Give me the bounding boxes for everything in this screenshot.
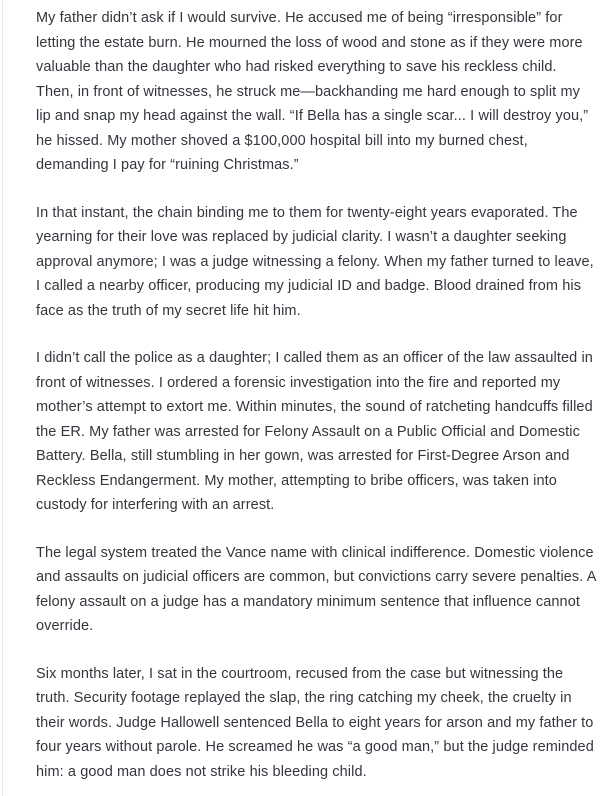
story-paragraph-4: The legal system treated the Vance name with clinical indifference. Domestic violence and assaults on judicial officers are common, but convictions carry severe penalties. A felony assault on a judge has a mandatory minimum sentence that influence cannot override.: [36, 544, 596, 634]
story-paragraph-5: Six months later, I sat in the courtroom, recused from the case but witnessing the truth. Security footage replayed the slap, the ring catching my cheek, the cruelty in their words. Judge Hallowell sentenced Bella to eight years for arson and my father to four years without parole. He screamed he was “a good man,” but the judge reminded him: a good man does not strike his bleeding child.: [36, 665, 594, 780]
story-paragraph-3: I didn’t call the police as a daughter; I called them as an officer of the law assaulted in front of witnesses. I ordered a forensic investigation into the fire and reported my mother’s attempt to extort me. Within minutes, the sound of ratcheting handcuffs filled the ER. My father was arrested for Felony Assault on a Public Official and Domestic Battery. Bella, still stumbling in her gown, was arrested for First-Degree Arson and Reckless Endangerment. My mother, attempting to bribe officers, was taken into custody for interfering with an arrest.: [36, 350, 593, 513]
story-paragraph-2: In that instant, the chain binding me to them for twenty-eight years evaporated. The yearning for their love was replaced by judicial clarity. I wasn’t a daughter seeking approval anymore; I was a judge witnessing a felony. When my father turned to leave, I called a nearby officer, producing my judicial ID and badge. Blood drained from his face as the truth of my secret life hit him.: [36, 204, 594, 319]
story-paragraph-1: My father didn’t ask if I would survive. He accused me of being “irresponsible” for letting the estate burn. He mourned the loss of wood and stone as if they were more valuable than the daughter who had risked everything to save his reckless child. Then, in front of witnesses, he struck me—backhanding me hard enough to split my lip and snap my head against the wall. “If Bella has a single scar... I will destroy you,” he hissed. My mother shoved a $100,000 hospital bill into my burned chest, demanding I pay for “ruining Christmas.”: [36, 10, 589, 173]
left-border-divider: [2, 0, 3, 796]
